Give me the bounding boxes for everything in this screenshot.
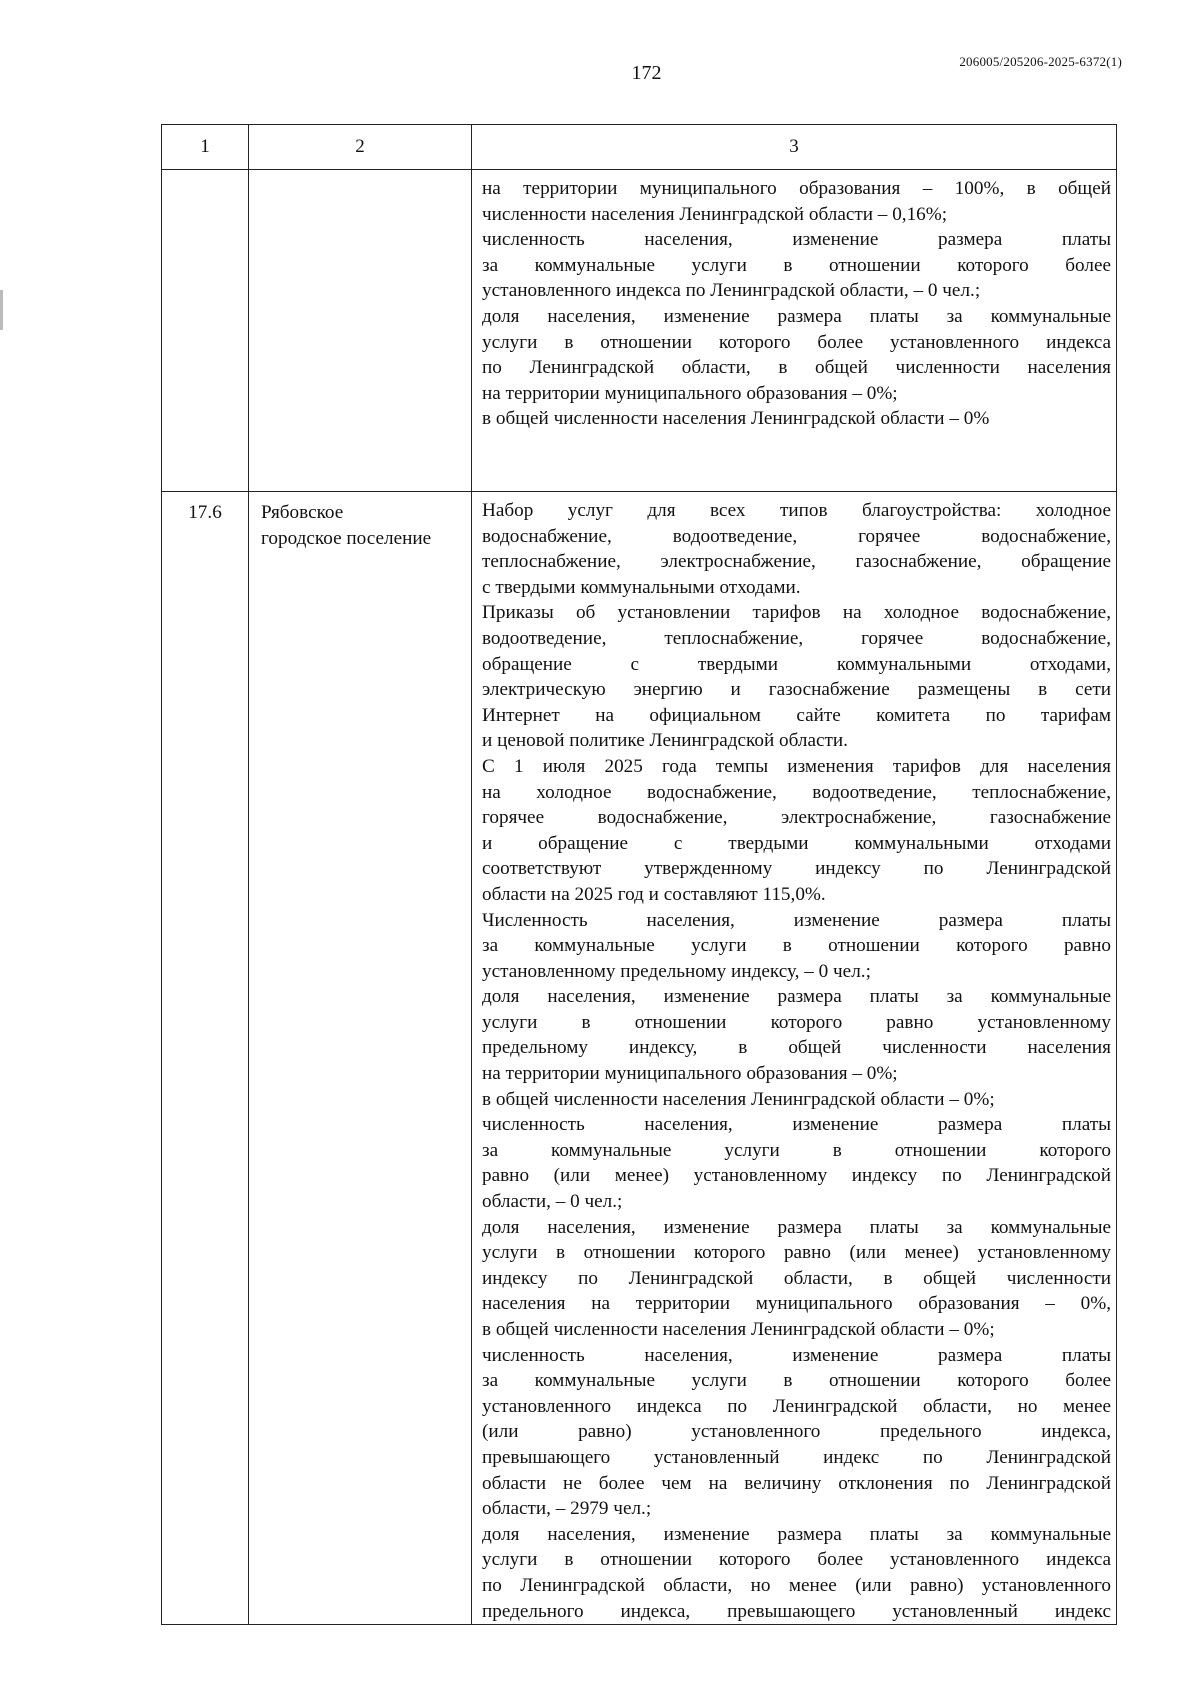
text-line: и обращение с твердыми коммунальными отходами (482, 832, 1111, 854)
table-row (162, 492, 1117, 1625)
text-line: численность населения, изменение размера платы (482, 1114, 1111, 1136)
text-line: и ценовой политике Ленинградской области. (482, 730, 848, 752)
text-line: на территории муниципального образования – 0%; (482, 1063, 898, 1085)
text-line: области не более чем на величину отклонения по Ленинградской (482, 1472, 1111, 1494)
text-line: водоснабжение, водоотведение, горячее водоснабжение, (482, 525, 1111, 547)
text-line: с твердыми коммунальными отходами. (482, 576, 801, 598)
column-header-2: 2 (249, 125, 472, 170)
text-line: области на 2025 год и составляют 115,0%. (482, 883, 826, 905)
text-line: С 1 июля 2025 года темпы изменения тарифов для населения (482, 755, 1111, 777)
text-line: установленному предельному индексу, – 0 чел.; (482, 960, 871, 982)
text-line: установленного индекса по Ленинградской области, – 0 чел.; (482, 280, 981, 302)
scan-edge-mark (0, 290, 3, 330)
text-line: в общей численности населения Ленинградской области – 0%; (482, 1088, 995, 1110)
text-line: услуги в отношении которого равно установленному (482, 1011, 1111, 1033)
column-header-1: 1 (162, 125, 249, 170)
text-line: населения на территории муниципального образования – 0%, (482, 1293, 1111, 1315)
page-number: 172 (631, 62, 662, 84)
text-line: за коммунальные услуги в отношении которого более (482, 254, 1111, 276)
text-line: на холодное водоснабжение, водоотведение, теплоснабжение, (482, 781, 1111, 803)
text-line: области, – 0 чел.; (482, 1191, 623, 1213)
table-header-row (162, 125, 1117, 170)
text-line: превышающего установленный индекс по Ленинградской (482, 1446, 1111, 1468)
text-line: за коммунальные услуги в отношении которого (482, 1139, 1111, 1161)
text-line: горячее водоснабжение, электроснабжение, газоснабжение (482, 807, 1111, 829)
text-line: водоотведение, теплоснабжение, горячее водоснабжение, (482, 627, 1111, 649)
text-line: в общей численности населения Ленинградской области – 0% (482, 408, 990, 430)
text-line: (или равно) установленного предельного индекса, (482, 1421, 1111, 1443)
text-line: в общей численности населения Ленинградской области – 0%; (482, 1319, 995, 1340)
text-line: доля населения, изменение размера платы за коммунальные (482, 1216, 1111, 1238)
document-id: 206005/205206-2025-6372(1) (959, 54, 1122, 69)
municipality-name-cell (249, 170, 472, 492)
row-number-cell: 17.6 (162, 492, 249, 1625)
text-line: услуги в отношении которого равно (или менее) установленному (482, 1242, 1111, 1264)
text-line: равно (или менее) установленному индексу по Ленинградской (482, 1165, 1111, 1187)
row-number-cell (162, 170, 249, 492)
text-line: численности населения Ленинградской области – 0,16%; (482, 203, 948, 225)
municipality-name-line: городское поселение (261, 527, 432, 549)
text-line: индексу по Ленинградской области, в общей численности (482, 1267, 1111, 1289)
text-line: Приказы об установлении тарифов на холодное водоснабжение, (482, 602, 1111, 624)
text-line: численность населения, изменение размера платы (482, 1344, 1111, 1366)
text-line: услуги в отношении которого более установленного индекса (482, 331, 1111, 353)
text-line: по Ленинградской области, но менее (или равно) установленного (482, 1574, 1111, 1596)
municipality-name-cell (249, 492, 472, 1625)
text-line: доля населения, изменение размера платы за коммунальные (482, 986, 1111, 1008)
text-line: установленного индекса по Ленинградской области, но менее (482, 1395, 1111, 1417)
text-line: теплоснабжение, электроснабжение, газоснабжение, обращение (482, 551, 1111, 573)
text-line: доля населения, изменение размера платы за коммунальные (482, 305, 1111, 327)
text-line: области, – 2979 чел.; (482, 1498, 652, 1520)
text-line: за коммунальные услуги в отношении которого равно (482, 935, 1111, 957)
text-line: на территории муниципального образования – 0%; (482, 382, 898, 404)
indicator-text-cell (472, 492, 1117, 1625)
indicator-text-cell (472, 170, 1117, 492)
text-line: предельному индексу, в общей численности населения (482, 1037, 1111, 1059)
text-line: по Ленинградской области, в общей численности населения (482, 357, 1111, 379)
text-line: услуги в отношении которого более установленного индекса (482, 1549, 1111, 1571)
text-line: численность населения, изменение размера платы (482, 229, 1111, 251)
text-line: соответствуют утвержденному индексу по Ленинградской (482, 858, 1111, 880)
text-line: Интернет на официальном сайте комитета по тарифам (482, 704, 1111, 726)
column-header-3: 3 (472, 125, 1117, 170)
text-line: обращение с твердыми коммунальными отходами, (482, 653, 1111, 675)
table-row-continued (162, 170, 1117, 492)
text-line: доля населения, изменение размера платы за коммунальные (482, 1523, 1111, 1545)
text-line: за коммунальные услуги в отношении которого более (482, 1370, 1111, 1392)
text-line: Численность населения, изменение размера платы (482, 909, 1111, 931)
text-line: Набор услуг для всех типов благоустройства: холодное (482, 500, 1111, 521)
text-line: предельного индекса, превышающего установленный индекс (482, 1600, 1111, 1622)
municipality-name-line: Рябовское (261, 502, 344, 523)
tariff-table (161, 124, 1117, 1625)
text-line: электрическую энергию и газоснабжение размещены в сети (482, 679, 1111, 701)
text-line: на территории муниципального образования – 100%, в общей (482, 178, 1111, 199)
